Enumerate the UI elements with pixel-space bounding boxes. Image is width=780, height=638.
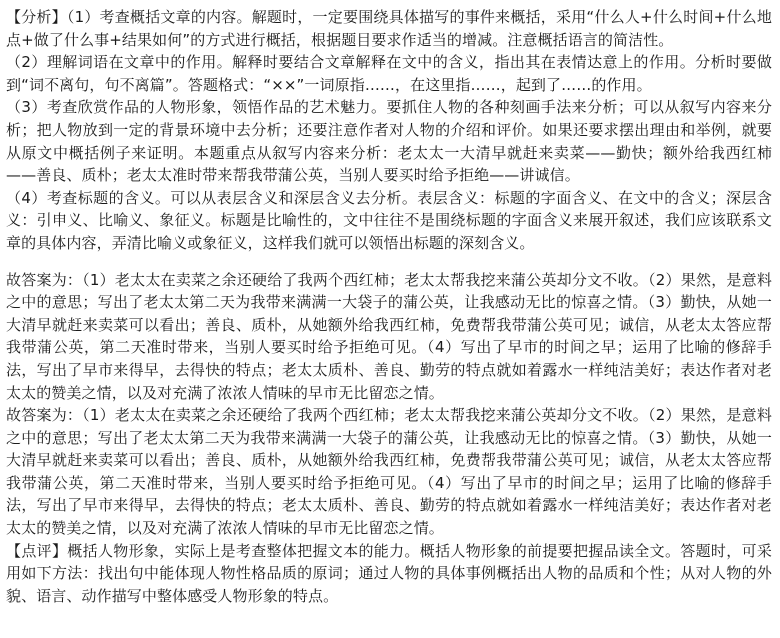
section-gap bbox=[6, 255, 772, 269]
answer-paragraph-2: 故答案为：（1）老太太在卖菜之余还硬给了我两个西红柿；老太太帮我挖来蒲公英却分文不收。（2）果然，是意料之中的意思；写出了老太太第二天为我带来满满一大袋子的蒲公英，让我感动无比的惊喜之情。（3）勤快，从她一大清早就赶来卖菜可以看出；善良、质朴，从她额外给我西红柿，免费帮我带蒲公英可见；诚信，从老太太答应帮我带蒲公英，第二天准时带来，当别人要买时给予拒绝可见。（4）写出了早市的时间之早；运用了比喻的修辞手法，写出了早市来得早，去得快的特点；老太太质朴、善良、勤劳的特点就如着露水一样纯洁美好；表达作者对老太太的赞美之情，以及对充满了浓浓人情味的早市无比留恋之情。 bbox=[6, 406, 772, 538]
analysis-paragraph-3: （3）考查欣赏作品的人物形象，领悟作品的艺术魅力。要抓住人物的各种刻画手法来分析；可以从叙写内容来分析；把人物放到一定的背景环境中去分析；还要注意作者对人物的介绍和评价。如果还要求摆出理由和举例，就要从原文中概括例子来证明。本题重点从叙写内容来分析：老太太一大清早就赶来卖菜——勤快；额外给我西红柿——善良、质朴；老太太准时带来帮我带蒲公英，当别人要买时给予拒绝——讲诚信。 bbox=[6, 98, 772, 185]
comment-paragraph: 【点评】概括人物形象，实际上是考查整体把握文本的能力。概括人物形象的前提要把握品读全文。答题时，可采用如下方法：找出句中能体现人物性格品质的原词；通过人物的具体事例概括出人物的品质和个性；从对人物的外貌、语言、动作描写中整体感受人物形象的特点。 bbox=[6, 541, 772, 605]
analysis-paragraph-4: （4）考查标题的含义。可以从表层含义和深层含义去分析。表层含义：标题的字面含义、在文中的含义；深层含义：引申义、比喻义、象征义。标题是比喻性的，文中往往不是围绕标题的字面含义来展开叙述，我们应该联系文章的具体内容，弄清比喻义或象征义，这样我们就可以领悟出标题的深刻含义。 bbox=[6, 188, 772, 252]
analysis-paragraph-1: 【分析】（1）考查概括文章的内容。解题时，一定要围绕具体描写的事件来概括，采用“什么人+什么时间+什么地点+做了什么事+结果如何”的方式进行概括，根据题目要求作适当的增减。注意概括语言的简洁性。 bbox=[6, 8, 772, 49]
analysis-paragraph-2: （2）理解词语在文章中的作用。解释时要结合文章解释在文中的含义，指出其在表情达意上的作用。分析时要做到“词不离句，句不离篇”。答题格式：“××”一词原指……，在这里指……，起到了……的作用。 bbox=[6, 53, 772, 94]
answer-paragraph-1: 故答案为：（1）老太太在卖菜之余还硬给了我两个西红柿；老太太帮我挖来蒲公英却分文不收。（2）果然，是意料之中的意思；写出了老太太第二天为我带来满满一大袋子的蒲公英，让我感动无比的惊喜之情。（3）勤快，从她一大清早就赶来卖菜可以看出；善良、质朴，从她额外给我西红柿，免费帮我带蒲公英可见；诚信，从老太太答应帮我带蒲公英，第二天准时带来，当别人要买时给予拒绝可见。（4）写出了早市的时间之早；运用了比喻的修辞手法，写出了早市来得早，去得快的特点；老太太质朴、善良、勤劳的特点就如着露水一样纯洁美好；表达作者对老太太的赞美之情，以及对充满了浓浓人情味的早市无比留恋之情。 bbox=[6, 270, 772, 402]
